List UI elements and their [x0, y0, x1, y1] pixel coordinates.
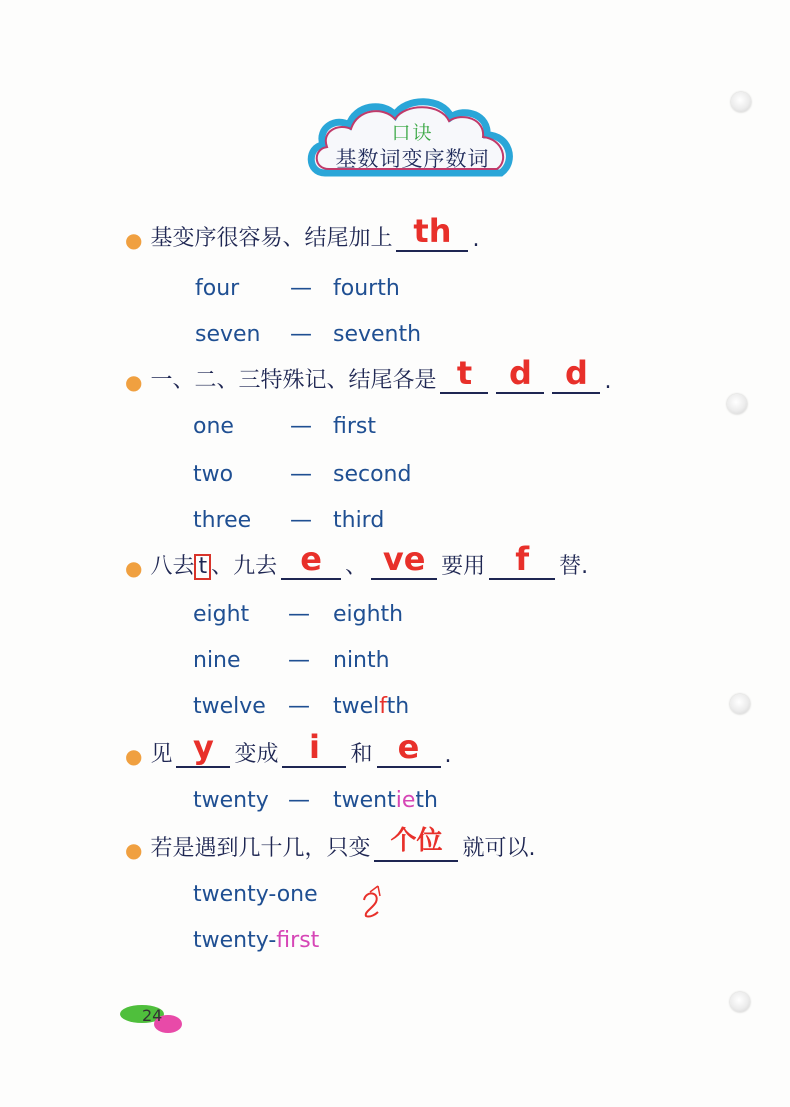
- rule-text: 八去: [150, 554, 195, 579]
- answer-blank: i: [282, 728, 346, 768]
- binder-hole: [731, 92, 751, 112]
- example-ordinal: second: [333, 462, 412, 487]
- ordinal-highlight: first: [276, 928, 320, 953]
- rule-end: .: [472, 227, 480, 252]
- binder-hole: [730, 694, 750, 714]
- boxed-letter: t: [194, 554, 211, 580]
- scribble-mark: [356, 882, 386, 922]
- answer-blank: e: [377, 728, 441, 768]
- example-base: four: [195, 276, 240, 301]
- bullet-icon: ●: [125, 556, 143, 580]
- rule-text: 见: [150, 742, 173, 767]
- answer-blank: th: [396, 212, 468, 252]
- rule-4: [125, 728, 452, 768]
- example-dash: —: [288, 788, 310, 813]
- rule-1: [125, 212, 479, 252]
- ordinal-part: twent: [333, 788, 396, 813]
- example-ordinal: [333, 694, 409, 719]
- answer-blank: e: [281, 540, 341, 580]
- rule-end: 替.: [559, 554, 589, 579]
- answer-blank: d: [496, 354, 544, 394]
- rule-end: .: [604, 369, 612, 394]
- bullet-icon: ●: [125, 370, 143, 394]
- page-title: 基数词变序数词: [335, 147, 490, 171]
- example-ordinal: fourth: [333, 276, 400, 301]
- rule-end: .: [444, 743, 452, 768]
- bullet-icon: ●: [125, 228, 143, 252]
- example-ordinal: first: [333, 414, 376, 439]
- example-base: eight: [193, 602, 250, 627]
- answer-blank: ve: [371, 540, 437, 580]
- example-base: one: [193, 414, 234, 439]
- example-ordinal: ninth: [333, 648, 390, 673]
- answer-blank: y: [176, 728, 230, 768]
- example-base: nine: [193, 648, 241, 673]
- ordinal-highlight: ie: [395, 788, 416, 813]
- example-ordinal: third: [333, 508, 385, 533]
- rule-text: 、九去: [211, 554, 278, 579]
- example-ordinal: [333, 788, 438, 813]
- cloud-title-koujue: 口诀: [391, 122, 434, 144]
- example-base: twelve: [193, 694, 266, 719]
- example-dash: —: [288, 602, 310, 627]
- example-base: twenty: [193, 788, 269, 813]
- example-dash: —: [290, 322, 312, 347]
- answer-blank: d: [552, 354, 600, 394]
- rule-text: 若是遇到几十几，只变: [150, 836, 371, 861]
- example-dash: —: [290, 276, 312, 301]
- rule-text: 基变序很容易、结尾加上: [150, 226, 393, 251]
- bullet-icon: ●: [125, 838, 143, 862]
- binder-hole: [727, 394, 747, 414]
- rule-end: 就可以.: [462, 836, 536, 861]
- example-dash: —: [290, 508, 312, 533]
- ordinal-part: twenty-: [193, 928, 277, 953]
- example-dash: —: [290, 414, 312, 439]
- example-base: twenty-one: [193, 882, 318, 907]
- example-dash: —: [290, 462, 312, 487]
- answer-blank: t: [440, 354, 488, 394]
- answer-blank: f: [489, 540, 555, 580]
- bullet-icon: ●: [125, 744, 143, 768]
- page-number: 24: [142, 1006, 163, 1025]
- ordinal-part: th: [415, 788, 438, 813]
- ordinal-part: twel: [333, 694, 380, 719]
- rule-5: [125, 822, 535, 862]
- binder-hole: [730, 992, 750, 1012]
- rule-text: 变成: [234, 742, 279, 767]
- rule-text: 要用: [441, 554, 486, 579]
- rule-text: 和: [350, 742, 373, 767]
- example-base: seven: [195, 322, 261, 347]
- answer-blank: 个位: [374, 822, 458, 862]
- rule-text: 、: [345, 554, 368, 579]
- example-base: two: [193, 462, 234, 487]
- ordinal-highlight: f: [379, 694, 387, 719]
- example-base: three: [193, 508, 252, 533]
- example-ordinal: [193, 928, 319, 953]
- example-ordinal: seventh: [333, 322, 422, 347]
- example-dash: —: [288, 694, 310, 719]
- rule-2: [125, 354, 611, 394]
- example-dash: —: [288, 648, 310, 673]
- rule-3: [125, 540, 588, 580]
- rule-text: 一、二、三特殊记、结尾各是: [150, 368, 437, 393]
- example-ordinal: eighth: [333, 602, 404, 627]
- ordinal-part: th: [386, 694, 410, 719]
